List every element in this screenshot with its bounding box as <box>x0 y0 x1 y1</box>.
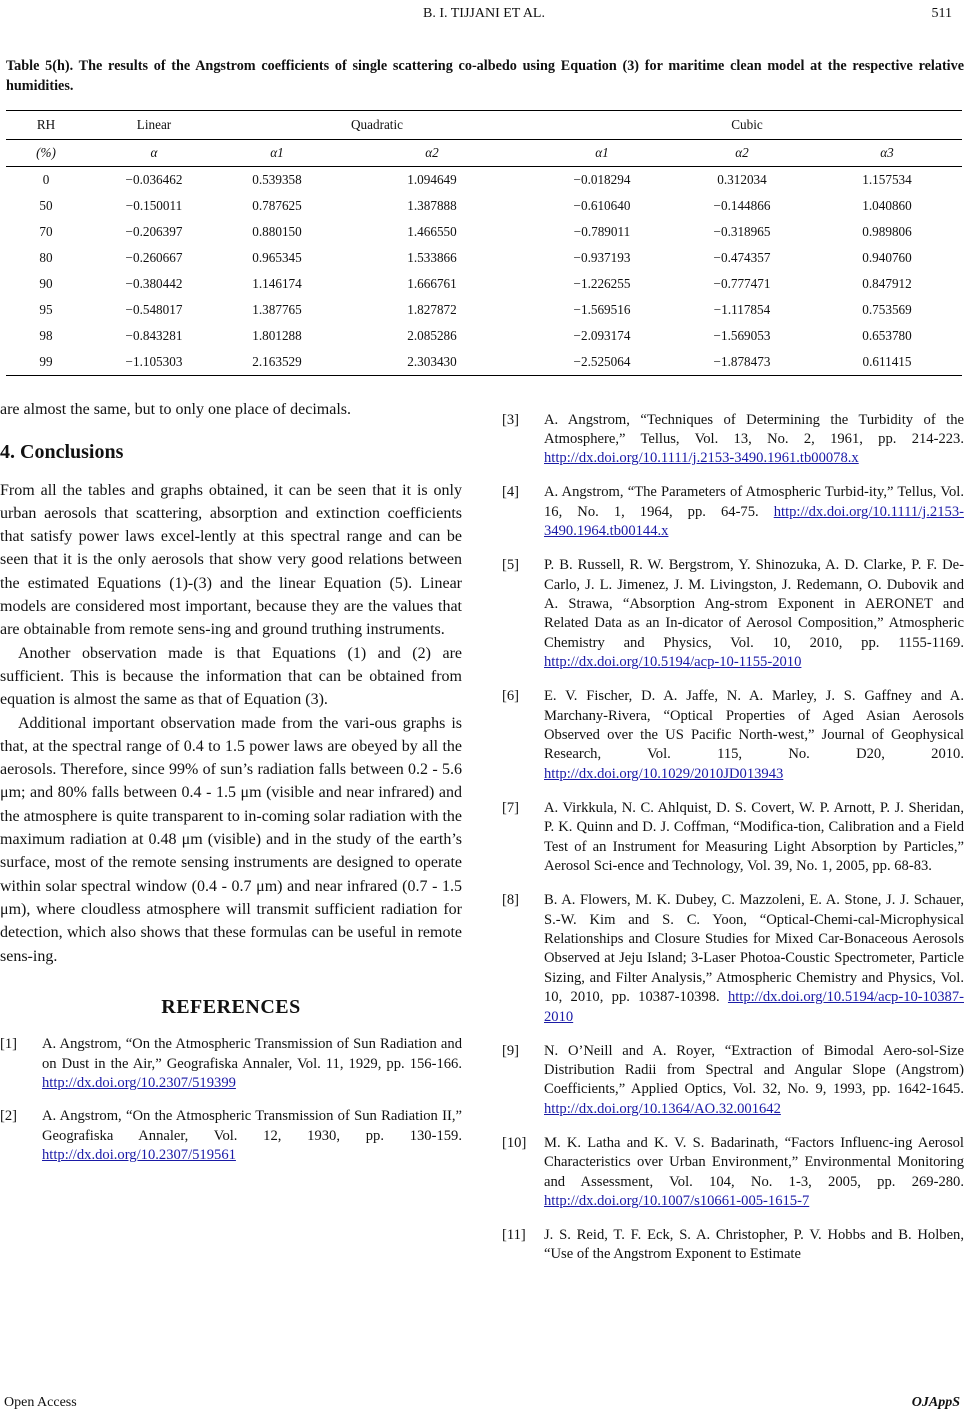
table-group-header-row <box>6 111 962 140</box>
table-row <box>6 271 962 297</box>
table-cell: 0.989806 <box>862 224 912 239</box>
running-title: B. I. TIJJANI ET AL. <box>423 6 545 21</box>
reference-text: B. A. Flowers, M. K. Dubey, C. Mazzoleni, E. A. Stone, J. J. Schauer, S.-W. Kim and S. C. Yoon, “Optical-Chemi-cal-Microphysical Relationships and Closure Studies for Mixed Car-Bonaceous Aerosols Observed at Jeju Island; 3-Laser Photoa-Coustic Spectrometer, Particle Sizing, and Filter Analysis,” Atmospheric Chemistry and Physics, Vol. 10, 2010, pp. 10387-10398. <box>544 892 964 1006</box>
subheader-cubic-alpha1: α1 <box>532 140 672 167</box>
table-cell: 90 <box>39 276 53 291</box>
reference-text: N. O’Neill and A. Royer, “Extraction of Bimodal Aero-sol-Size Distribution Radii from Spectral and Angular Slope (Angstrom) Coefficients,” Applied Optics, Vol. 32, No. 9, 1993, pp. 1642-1645. <box>544 1042 964 1098</box>
reference-item <box>502 799 964 877</box>
table-cell: 50 <box>39 198 53 213</box>
reference-item <box>502 483 964 541</box>
paragraph-2: Another observation made is that Equations (1) and (2) are sufficient. This is because the information that can be obtained from equation is almost the same as that of Equation (3). <box>0 644 462 709</box>
table-cell: 2.163529 <box>222 349 332 376</box>
table-cell: −1.117854 <box>713 302 771 317</box>
reference-text: A. Angstrom, “Techniques of Determining the Turbidity of the Atmosphere,” Tellus, Vol. 13, No. 2, 1961, pp. 214-223. <box>544 411 964 447</box>
subheader-quad-alpha1: α1 <box>222 140 332 167</box>
table-cell: 1.387765 <box>252 302 302 317</box>
table-cell: −0.260667 <box>125 250 183 265</box>
table-cell: −0.548017 <box>125 302 183 317</box>
table-row <box>6 193 962 219</box>
reference-number: [3] <box>502 411 520 428</box>
subheader-cubic-alpha2: α2 <box>672 140 812 167</box>
table-row <box>6 323 962 349</box>
table-cell: −0.937193 <box>573 250 631 265</box>
table-cell: −2.525064 <box>532 349 672 376</box>
table-cell: 80 <box>39 250 53 265</box>
table-cell: −2.093174 <box>573 328 631 343</box>
footer-journal: OJAppS <box>911 1395 960 1410</box>
table-row <box>6 349 962 376</box>
table-cell: 0.880150 <box>252 224 302 239</box>
reference-doi-link[interactable]: http://dx.doi.org/10.1364/AO.32.001642 <box>544 1100 781 1117</box>
table-cell: 1.387888 <box>407 198 457 213</box>
reference-text: P. B. Russell, R. W. Bergstrom, Y. Shinozuka, A. D. Clarke, P. F. De-Carlo, J. L. Jimenez, J. M. Livingston, J. Redemann, O. Dubovik and A. Strawa, “Absorption Ang-strom Exponent in AERONET and Related Data as an In-dicator of Aerosol Composition,” Atmospheric Chemistry and Physics, Vol. 10, 2010, pp. 1155-1169. <box>544 557 964 651</box>
intro-line: are almost the same, but to only one place of decimals. <box>0 401 351 418</box>
subheader-alpha: α <box>86 140 222 167</box>
reference-doi-link[interactable]: http://dx.doi.org/10.1029/2010JD013943 <box>544 765 784 782</box>
reference-item <box>502 891 964 1027</box>
reference-item <box>502 556 964 672</box>
reference-item <box>502 1226 964 1265</box>
reference-text: E. V. Fischer, D. A. Jaffe, N. A. Marley, J. S. Gaffney and A. Marchany-Rivera, “Optical Properties of Aged Asian Aerosols Observed over the US Pacific North-west,” Journal of Geophysical Research, Vol. 115, No. D20, 2010. <box>544 688 964 763</box>
paragraph-1: From all the tables and graphs obtained, it can be seen that it is only urban aerosols that scattering, absorption and extinction coefficients that satisfy power laws excel-lently at this spectral range and can be seen that it is the only aerosols that show very good relations between the estimated Equations (1)-(3) and the linear Equation (5). Linear models are considered most important, because they are the values that are obtainable from remote sens-ing and ground truthing instruments. <box>0 481 462 639</box>
results-table <box>6 110 962 376</box>
reference-number: [9] <box>502 1042 520 1059</box>
reference-item <box>502 411 964 469</box>
reference-number: [8] <box>502 892 520 909</box>
table-row <box>6 219 962 245</box>
header-quadratic: Quadratic <box>222 111 532 140</box>
table-cell: 2.303430 <box>332 349 532 376</box>
table-row <box>6 167 962 194</box>
reference-text: A. Angstrom, “On the Atmospheric Transmission of Sun Radiation and on Dust in the Air,” Geografiska Annaler, Vol. 11, 1929, pp. 156-166. <box>42 1036 462 1072</box>
table-cell: −0.789011 <box>573 224 631 239</box>
table-cell: −0.610640 <box>573 198 631 213</box>
table-cell: 0.940760 <box>862 250 912 265</box>
table-row <box>6 245 962 271</box>
reference-number: [4] <box>502 484 520 501</box>
table-cell: 1.466550 <box>407 224 457 239</box>
table-cell: −1.878473 <box>672 349 812 376</box>
left-column <box>0 398 462 1180</box>
table-cell: −0.380442 <box>125 276 183 291</box>
references-left <box>0 1035 462 1165</box>
table-cell: −0.206397 <box>125 224 183 239</box>
header-linear: Linear <box>86 111 222 140</box>
table-cell: 1.533866 <box>407 250 457 265</box>
table-cell: −1.569516 <box>573 302 631 317</box>
table-cell: 1.094649 <box>407 172 457 187</box>
table-cell: 95 <box>39 302 53 317</box>
table-cell: 98 <box>39 328 53 343</box>
reference-number: [1] <box>0 1036 18 1053</box>
header-rh: RH <box>6 111 86 140</box>
table-sub-header-row <box>6 140 962 167</box>
table-cell: 1.040860 <box>862 198 912 213</box>
page-number: 511 <box>931 6 952 21</box>
reference-number: [6] <box>502 688 520 705</box>
reference-doi-link[interactable]: http://dx.doi.org/10.2307/519561 <box>42 1147 236 1164</box>
table-cell: −0.150011 <box>125 198 183 213</box>
table-cell: 0.611415 <box>812 349 962 376</box>
reference-text: A. Angstrom, “The Parameters of Atmospheric Turbid-ity,” Tellus, Vol. 16, No. 1, 1964, pp. 64-75. <box>544 484 964 520</box>
table-cell: −0.843281 <box>125 328 183 343</box>
table-cell: −1.105303 <box>86 349 222 376</box>
reference-doi-link[interactable]: http://dx.doi.org/10.5194/acp-10-10387-2010 <box>544 989 964 1025</box>
reference-text: J. S. Reid, T. F. Eck, S. A. Christopher, P. V. Hobbs and B. Holben, “Use of the Angstrom Exponent to Estimate <box>544 1226 964 1263</box>
reference-number: [10] <box>502 1134 527 1151</box>
subheader-cubic-alpha3: α3 <box>812 140 962 167</box>
reference-number: [7] <box>502 799 520 816</box>
reference-doi-link[interactable]: http://dx.doi.org/10.2307/519399 <box>42 1074 236 1091</box>
reference-item <box>502 687 964 784</box>
references-right <box>502 396 964 1277</box>
table-body <box>6 167 962 376</box>
running-header <box>0 6 968 26</box>
table-cell: −0.036462 <box>125 172 183 187</box>
reference-doi-link[interactable]: http://dx.doi.org/10.5194/acp-10-1155-2010 <box>544 654 802 671</box>
table-cell: −1.226255 <box>573 276 631 291</box>
reference-doi-link[interactable]: http://dx.doi.org/10.1111/j.2153-3490.1964.tb00144.x <box>544 503 964 540</box>
section-heading: 4. Conclusions <box>0 441 124 464</box>
table-cell: 0.753569 <box>862 302 912 317</box>
table-cell: 99 <box>6 349 86 376</box>
table-cell: 0.787625 <box>252 198 302 213</box>
table-row <box>6 297 962 323</box>
reference-text: A. Angstrom, “On the Atmospheric Transmission of Sun Radiation II,” Geografiska Annaler, Vol. 12, 1930, pp. 130-159. <box>42 1108 462 1144</box>
reference-item <box>0 1107 462 1165</box>
table-cell: 0 <box>42 172 50 187</box>
table-cell: 2.085286 <box>407 328 457 343</box>
table-cell: 1.827872 <box>407 302 457 317</box>
table-cell: −0.474357 <box>713 250 771 265</box>
subheader-quad-alpha2: α2 <box>332 140 532 167</box>
reference-item <box>502 1134 964 1212</box>
table-cell: 1.666761 <box>407 276 457 291</box>
reference-number: [11] <box>502 1226 526 1243</box>
table-cell: 0.847912 <box>862 276 912 291</box>
table-cell: 0.653780 <box>862 328 912 343</box>
table-cell: 0.539358 <box>252 172 302 187</box>
table-cell: −1.569053 <box>713 328 771 343</box>
table-cell: −0.777471 <box>713 276 771 291</box>
reference-doi-link[interactable]: http://dx.doi.org/10.1111/j.2153-3490.1961.tb00078.x <box>544 450 859 467</box>
table-cell: −0.144866 <box>713 198 771 213</box>
reference-number: [2] <box>0 1108 18 1125</box>
table-cell: −0.018294 <box>573 172 631 187</box>
paragraph-3: Additional important observation made from the vari-ous graphs is that, at the spectral range of 0.4 to 1.5 power laws are obeyed by all the aerosols. Therefore, since 99% of sun’s radiation falls between 0.2 - 5.6 μm; and 80% falls between 0.4 - 1.5 μm (visible and near infrared) and the atmosphere is quite transparent to in-coming solar radiation with the maximum radiation at 0.48 μm (visible) and in the study of the earth’s surface, most of the remote sensing instruments are designed to operate within solar spectral window (0.4 - 0.7 μm) and near infrared (0.7 - 1.5 μm), where cloudless atmosphere will transmit sufficient radiation for detection, which also shows that these formulas can be useful in remote sens-ing. <box>0 714 462 965</box>
footer-open-access: Open Access <box>4 1395 77 1410</box>
table-cell: 1.157534 <box>862 172 912 187</box>
reference-text: M. K. Latha and K. V. S. Badarinath, “Factors Influenc-ing Aerosol Characteristics over Urban Environment,” Environmental Monitoring and Assessment, Vol. 104, No. 1-3, 2005, pp. 269-280. <box>544 1134 964 1190</box>
table-cell: 1.146174 <box>252 276 302 291</box>
references-heading: REFERENCES <box>161 995 301 1018</box>
table-cell: 1.801288 <box>252 328 302 343</box>
reference-item <box>0 1035 462 1093</box>
reference-doi-link[interactable]: http://dx.doi.org/10.1007/s10661-005-1615-7 <box>544 1192 810 1209</box>
table-caption: Table 5(h). The results of the Angstrom coefficients of single scattering co-albedo using Equation (3) for maritime clean model at the respective relative humidities. <box>6 58 964 94</box>
table-cell: 70 <box>39 224 53 239</box>
reference-number: [5] <box>502 557 520 574</box>
table-cell: 0.312034 <box>717 172 767 187</box>
table-cell: −0.318965 <box>713 224 771 239</box>
header-cubic: Cubic <box>532 111 962 140</box>
reference-item <box>502 1042 964 1120</box>
reference-text: A. Virkkula, N. C. Ahlquist, D. S. Covert, W. P. Arnott, P. J. Sheridan, P. K. Quinn and D. J. Coffman, “Modifica-tion, Calibration and a Field Test of an Instrument for Measuring Light Absorption by Particles,” Aerosol Sci-ence and Technology, Vol. 39, No. 1, 2005, pp. 68-83. <box>544 799 964 875</box>
subheader-percent: (%) <box>6 140 86 167</box>
table-cell: 0.965345 <box>252 250 302 265</box>
